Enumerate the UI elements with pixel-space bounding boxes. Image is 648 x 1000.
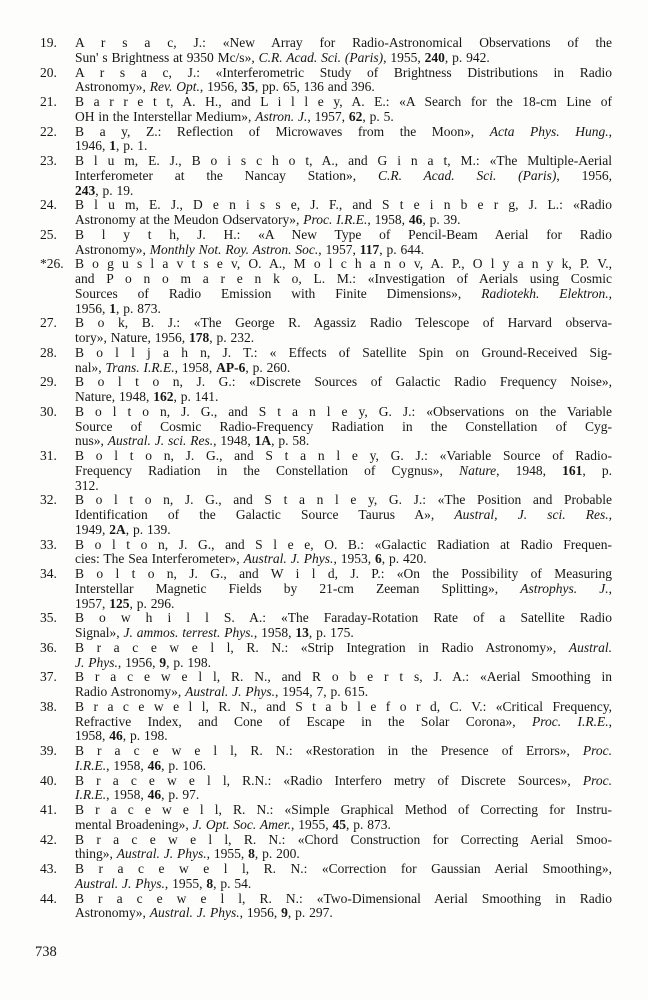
reference-text-segment: Sun' s Brightness at 9350 Mc/s», — [75, 49, 259, 65]
reference-text-segment: B a r r e t t, A. H., and L i l l e y, A. E.: «A Search for the 18-cm Line of — [75, 94, 612, 109]
reference-line — [40, 685, 612, 700]
reference-item — [40, 198, 612, 228]
reference-text-segment: 117 — [359, 241, 380, 257]
reference-text-segment: 2A — [109, 521, 126, 537]
reference-line — [40, 464, 612, 479]
reference-text-segment: , p. 942. — [444, 49, 490, 65]
reference-line — [40, 139, 612, 154]
reference-line — [40, 243, 612, 258]
reference-text-segment: 1 — [109, 300, 116, 316]
reference-item — [40, 833, 612, 863]
reference-number: 21. — [40, 94, 57, 109]
reference-text-segment: 1946, — [75, 138, 110, 154]
reference-text-segment: Radio Astronomy», — [75, 684, 186, 699]
reference-number: 43. — [40, 861, 57, 876]
reference-line — [40, 611, 612, 626]
reference-text-segment: Interferometer at the Nancay Station», — [75, 167, 378, 183]
reference-line — [40, 316, 612, 331]
reference-text-segment: C.R. Acad. Sci. (Paris) — [258, 49, 384, 65]
reference-text-segment: 8 — [248, 846, 255, 862]
reference-text-segment: , 1957, — [318, 241, 360, 257]
reference-line — [40, 523, 612, 538]
reference-text-segment: B r a c e w e l l, R. N.: «Strip Integration in Radio Astronomy», — [75, 639, 569, 655]
reference-item — [40, 346, 612, 376]
reference-item — [40, 567, 612, 611]
reference-text-segment: 35 — [241, 79, 255, 95]
reference-text-segment: , 1948, — [213, 433, 255, 449]
reference-text-segment: , p. 175. — [308, 625, 354, 640]
reference-text-segment: Proc. — [582, 743, 612, 758]
reference-text-segment: B r a c e w e l l, R. N.: «Chord Construction for Correcting Aerial Smoo- — [75, 831, 612, 847]
reference-text-segment: Radiotekh. Elektron. — [481, 285, 609, 301]
reference-text-segment: B l u m, E. J., B o i s c h o t, A., and G i n a t, M.: «The Multiple-Aerial — [75, 153, 612, 168]
reference-number: *26. — [40, 256, 64, 272]
reference-line — [40, 169, 612, 184]
reference-line — [40, 36, 612, 51]
reference-number: 44. — [40, 890, 57, 906]
reference-text-segment: , p. 54. — [213, 875, 252, 891]
reference-line — [40, 567, 612, 582]
reference-text-segment: , 1955, — [164, 875, 207, 891]
reference-text-segment: C.R. Acad. Sci. (Paris) — [377, 167, 557, 183]
reference-text-segment: Austral. J. Phys. — [75, 875, 165, 891]
reference-text-segment: , 1956, — [117, 654, 160, 670]
reference-text-segment: B r a c e w e l l, R. N.: «Correction for Gaussian Aerial Smoothing», — [75, 861, 612, 876]
reference-text-segment: B o l t o n, J. G., and W i l d, J. P.: «On the Possibility of Measuring — [75, 566, 612, 581]
reference-text-segment: and P o n o m a r e n k o, L. M.: «Investigation of Aerials using Cosmic — [75, 271, 612, 286]
reference-line — [40, 744, 612, 759]
bibliography-list — [40, 36, 612, 921]
reference-number: 40. — [40, 772, 57, 788]
reference-text-segment: nus», — [75, 433, 108, 449]
reference-line — [40, 508, 612, 523]
reference-text-segment: , 1954, 7, p. 615. — [275, 684, 369, 699]
reference-line — [40, 110, 612, 125]
reference-text-segment: AP-6 — [216, 359, 246, 375]
reference-line — [40, 774, 612, 789]
reference-text-segment: Astron. J. — [255, 108, 308, 124]
reference-text-segment: B r a c e w e l l, R. N.: «Two-Dimensional Aerial Smoothing in Radio — [75, 890, 612, 906]
reference-text-segment: B o l t o n, J. G., and S l e e, O. B.: «Galactic Radiation at Radio Frequen- — [75, 536, 612, 552]
reference-text-segment: 1949, — [75, 521, 110, 537]
reference-number: 34. — [40, 566, 57, 581]
reference-text-segment: B r a c e w e l l, R. N., and R o b e r t s, J. A.: «Aerial Smoothing in — [75, 669, 612, 685]
reference-text-segment: , p. 198. — [166, 654, 211, 670]
reference-item — [40, 493, 612, 537]
reference-line — [40, 66, 612, 81]
reference-text-segment: B o k, B. J.: «The George R. Agassiz Radio Telescope of Harvard observa- — [75, 315, 612, 331]
reference-text-segment: , — [608, 285, 613, 301]
reference-number: 28. — [40, 344, 57, 360]
reference-number: 39. — [40, 743, 57, 758]
reference-line — [40, 759, 612, 774]
reference-number: 19. — [40, 35, 57, 50]
reference-number: 25. — [40, 226, 57, 242]
reference-text-segment: , 1956, — [556, 167, 613, 183]
reference-line — [40, 818, 612, 833]
reference-text-segment: , p. 297. — [287, 905, 333, 921]
reference-text-segment: B o l l j a h n, J. T.: « Effects of Satellite Spin on Ground-Received Sig- — [75, 344, 612, 360]
reference-text-segment: B l y t h, J. H.: «A New Type of Pencil-Beam Aerial for Radio — [75, 226, 612, 242]
reference-line — [40, 700, 612, 715]
reference-text-segment: 1956, — [75, 300, 110, 316]
reference-text-segment: J. Phys. — [75, 654, 118, 670]
reference-item — [40, 36, 612, 66]
reference-text-segment: Frequency Radiation in the Constellation of Cygnus», — [75, 462, 460, 478]
reference-text-segment: , 1957, — [307, 108, 349, 124]
reference-text-segment: , — [608, 580, 612, 596]
reference-text-segment: 1A — [254, 433, 272, 449]
reference-text-segment: B o l t o n, J. G., and S t a n l e y, G. J.: «Observations on the Variable — [75, 403, 612, 419]
reference-line — [40, 302, 612, 317]
reference-text-segment: 161 — [562, 462, 583, 478]
reference-number: 36. — [40, 639, 57, 655]
reference-item — [40, 862, 612, 892]
reference-number: 41. — [40, 802, 57, 817]
reference-text-segment: OH in the Interstellar Medium», — [75, 108, 256, 124]
reference-line — [40, 892, 612, 907]
reference-text-segment: 6 — [374, 551, 382, 567]
reference-text-segment: 46 — [147, 787, 162, 803]
reference-text-segment: 162 — [153, 389, 174, 404]
reference-text-segment: , p. 873. — [116, 300, 161, 316]
reference-number: 37. — [40, 669, 57, 685]
reference-text-segment: Acta Phys. Hung. — [489, 123, 609, 139]
reference-line — [40, 51, 612, 66]
reference-number: 24. — [40, 197, 57, 213]
reference-text-segment: , 1955, — [290, 816, 333, 832]
reference-text-segment: , 1953, — [333, 551, 375, 567]
reference-text-segment: Source of Cosmic Radio-Frequency Radiation in the Constellation of Cyg- — [75, 418, 612, 434]
reference-text-segment: 45 — [332, 816, 346, 832]
reference-text-segment: , 1958, — [253, 625, 296, 640]
reference-number: 23. — [40, 153, 57, 168]
reference-text-segment: Proc. I.R.E. — [532, 713, 609, 729]
reference-number: 27. — [40, 315, 57, 331]
reference-text-segment: 62 — [348, 108, 363, 124]
reference-text-segment: 9 — [281, 905, 288, 921]
reference-text-segment: Trans. I.R.E. — [105, 359, 175, 375]
reference-line — [40, 493, 612, 508]
reference-text-segment: Astronomy at the Meudon Odservatory», — [75, 212, 304, 227]
reference-text-segment: B o l t o n, J. G.: «Discrete Sources of Galactic Radio Frequency Noise», — [75, 374, 612, 390]
reference-item — [40, 641, 612, 671]
reference-text-segment: Monthly Not. Roy. Astron. Soc. — [149, 241, 319, 257]
reference-text-segment: , 1956, — [199, 79, 242, 95]
reference-line — [40, 449, 612, 464]
reference-item — [40, 66, 612, 96]
reference-text-segment: Austral. J. Phys. — [185, 684, 276, 699]
reference-item — [40, 95, 612, 125]
reference-text-segment: , 1958, — [106, 787, 148, 803]
reference-text-segment: B r a c e w e l l, R.N.: «Radio Interfero metry of Discrete Sources», — [75, 772, 583, 788]
reference-text-segment: 1958, — [75, 728, 110, 744]
reference-text-segment: B l u m, E. J., D e n i s s e, J. F., and S t e i n b e r g, J. L.: «Radio — [75, 197, 612, 213]
reference-text-segment: thing», — [75, 846, 117, 862]
reference-line — [40, 552, 612, 567]
reference-text-segment: , 1958, — [174, 359, 217, 375]
reference-item — [40, 611, 612, 641]
reference-text-segment: Rev. Opt. — [149, 79, 200, 95]
reference-line — [40, 479, 612, 494]
reference-text-segment: 312. — [75, 477, 99, 493]
reference-number: 32. — [40, 492, 57, 508]
reference-text-segment: , p. 873. — [345, 816, 391, 832]
reference-line — [40, 715, 612, 730]
reference-number: 29. — [40, 374, 57, 390]
reference-text-segment: Austral. J. Phys. — [116, 846, 207, 862]
reference-text-segment: , p. — [582, 462, 612, 478]
reference-line — [40, 184, 612, 199]
reference-line — [40, 803, 612, 818]
reference-text-segment: , p. 19. — [95, 182, 134, 198]
reference-text-segment: 8 — [206, 875, 214, 891]
reference-item — [40, 228, 612, 258]
reference-item — [40, 125, 612, 155]
reference-item — [40, 449, 612, 493]
reference-line — [40, 847, 612, 862]
reference-line — [40, 434, 612, 449]
reference-item — [40, 744, 612, 774]
reference-text-segment: B o w h i l l S. A.: «The Faraday-Rotation Rate of a Satellite Radio — [75, 610, 612, 626]
reference-line — [40, 582, 612, 597]
reference-text-segment: Nature, 1948, — [75, 389, 154, 404]
reference-line — [40, 626, 612, 641]
reference-text-segment: B o l t o n, J. G., and S t a n l e y, G. J.: «Variable Source of Radio- — [75, 448, 612, 463]
reference-number: 20. — [40, 64, 57, 80]
reference-text-segment: Astrophys. J. — [520, 580, 609, 596]
reference-text-segment: , 1948, — [496, 462, 563, 478]
reference-number: 42. — [40, 831, 57, 847]
reference-line — [40, 125, 612, 140]
reference-line — [40, 375, 612, 390]
reference-text-segment: , p. 97. — [161, 787, 200, 803]
reference-text-segment: B r a c e w e l l, R. N.: «Simple Graphical Method of Correcting for Instru- — [75, 802, 612, 817]
reference-text-segment: , 1955, — [383, 49, 425, 65]
reference-text-segment: Proc. I.R.E. — [303, 212, 368, 227]
reference-text-segment: Refractive Index, and Cone of Escape in the Solar Corona», — [75, 713, 532, 729]
reference-line — [40, 788, 612, 803]
reference-text-segment: , p. 260. — [245, 359, 291, 375]
reference-line — [40, 198, 612, 213]
reference-line — [40, 656, 612, 671]
reference-line — [40, 877, 612, 892]
reference-line — [40, 641, 612, 656]
reference-line — [40, 361, 612, 376]
reference-line — [40, 833, 612, 848]
reference-text-segment: 46 — [109, 728, 123, 744]
reference-item — [40, 892, 612, 922]
reference-line — [40, 597, 612, 612]
reference-text-segment: , p. 200. — [254, 846, 300, 862]
reference-text-segment: , p. 296. — [129, 595, 175, 611]
reference-text-segment: B a y, Z.: Reflection of Microwaves from the Moon», — [75, 123, 490, 139]
reference-item — [40, 154, 612, 198]
reference-text-segment: , p. 198. — [122, 728, 168, 744]
reference-line — [40, 346, 612, 361]
reference-line — [40, 729, 612, 744]
reference-text-segment: 240 — [424, 49, 445, 65]
reference-item — [40, 774, 612, 804]
reference-line — [40, 862, 612, 877]
reference-item — [40, 803, 612, 833]
reference-text-segment: Nature — [459, 462, 497, 478]
reference-text-segment: Identification of the Galactic Source Taurus A», — [75, 507, 455, 522]
reference-number: 35. — [40, 610, 57, 626]
reference-text-segment: I.R.E. — [75, 757, 107, 773]
reference-text-segment: , 1956, — [239, 905, 282, 921]
reference-line — [40, 154, 612, 169]
reference-text-segment: Austral. J. Phys. — [149, 905, 240, 921]
reference-text-segment: , p. 106. — [161, 757, 206, 773]
reference-text-segment: , p. 39. — [422, 212, 461, 227]
reference-text-segment: tory», Nature, 1956, — [75, 330, 189, 345]
reference-text-segment: 178 — [188, 330, 210, 345]
reference-line — [40, 405, 612, 420]
reference-number: 31. — [40, 448, 57, 463]
reference-text-segment: A r s a c, J.: «Interferometric Study of Brightness Distributions in Radio — [75, 64, 612, 80]
reference-text-segment: mental Broadening», — [75, 816, 193, 832]
reference-text-segment: , p. 1. — [116, 138, 148, 154]
reference-text-segment: 46 — [408, 212, 423, 227]
reference-line — [40, 272, 612, 287]
reference-text-segment: Interstellar Magnetic Fields by 21-cm Zeeman Splitting», — [75, 580, 521, 596]
reference-text-segment: Astronomy», — [75, 241, 150, 257]
reference-item — [40, 405, 612, 449]
reference-line — [40, 257, 612, 272]
reference-text-segment: B r a c e w e l l, R. N., and S t a b l e f o r d, C. V.: «Critical Frequency, — [75, 698, 612, 714]
reference-text-segment: Proc. — [582, 772, 612, 788]
reference-text-segment: , p. 644. — [379, 241, 425, 257]
reference-text-segment: , p. 5. — [362, 108, 394, 124]
reference-text-segment: , 1955, — [206, 846, 249, 862]
reference-text-segment: cies: The Sea Interferometer», — [75, 551, 244, 567]
reference-text-segment: , 1958, — [106, 757, 148, 773]
reference-line — [40, 331, 612, 346]
reference-text-segment: nal», — [75, 359, 106, 375]
reference-line — [40, 538, 612, 553]
reference-text-segment: 13 — [295, 625, 309, 640]
reference-text-segment: , p. 139. — [125, 521, 171, 537]
reference-text-segment: Sources of Radio Emission with Finite Dimensions», — [75, 285, 482, 301]
reference-text-segment: 1 — [109, 138, 116, 154]
reference-line — [40, 906, 612, 921]
reference-text-segment: J. ammos. terrest. Phys. — [123, 625, 254, 640]
reference-text-segment: J. Opt. Soc. Amer. — [192, 816, 291, 832]
reference-text-segment: , pp. 65, 136 and 396. — [254, 79, 375, 95]
reference-text-segment: 243 — [75, 182, 96, 198]
reference-text-segment: , — [608, 507, 612, 522]
reference-item — [40, 670, 612, 700]
reference-text-segment: Austral, J. sci. Res. — [454, 507, 609, 522]
reference-number: 38. — [40, 698, 57, 714]
reference-text-segment: Astronomy», — [75, 905, 150, 921]
reference-line — [40, 80, 612, 95]
reference-text-segment: B r a c e w e l l, R. N.: «Restoration in the Presence of Errors», — [75, 743, 583, 758]
reference-text-segment: Austral. J. Phys. — [243, 551, 334, 567]
reference-line — [40, 228, 612, 243]
reference-text-segment: , — [608, 123, 612, 139]
reference-item — [40, 700, 612, 744]
reference-line — [40, 287, 612, 302]
reference-number: 33. — [40, 536, 57, 552]
reference-line — [40, 95, 612, 110]
reference-line — [40, 213, 612, 228]
reference-line — [40, 670, 612, 685]
reference-text-segment: 1957, — [75, 595, 110, 611]
reference-text-segment: 46 — [147, 757, 162, 773]
reference-item — [40, 375, 612, 405]
reference-text-segment: , — [608, 713, 612, 729]
reference-text-segment: , p. 141. — [173, 389, 219, 404]
reference-text-segment: Austral. — [568, 639, 612, 655]
reference-text-segment: 9 — [159, 654, 167, 670]
reference-text-segment: , p. 58. — [271, 433, 310, 449]
reference-text-segment: , p. 420. — [381, 551, 427, 567]
reference-text-segment: , 1958, — [367, 212, 409, 227]
reference-text-segment: B o g u s l a v t s e v, O. A., M o l c h a n o v, A. P., O l y a n y k, P. V., — [75, 256, 612, 272]
reference-line — [40, 420, 612, 435]
reference-text-segment: , p. 232. — [209, 330, 255, 345]
reference-text-segment: Astronomy», — [75, 79, 150, 95]
reference-text-segment: A r s a c, J.: «New Array for Radio-Astronomical Observations of the — [75, 35, 612, 50]
reference-number: 30. — [40, 403, 57, 419]
reference-item — [40, 257, 612, 316]
reference-number: 22. — [40, 123, 57, 139]
reference-item — [40, 316, 612, 346]
reference-text-segment: 125 — [109, 595, 130, 611]
page-number: 738 — [35, 944, 57, 960]
reference-item — [40, 538, 612, 568]
reference-text-segment: B o l t o n, J. G., and S t a n l e y, G. J.: «The Position and Probable — [75, 492, 612, 508]
reference-line — [40, 390, 612, 405]
reference-text-segment: Austral. J. sci. Res. — [107, 433, 214, 449]
reference-text-segment: Signal», — [75, 625, 124, 640]
reference-text-segment: I.R.E. — [75, 787, 107, 803]
